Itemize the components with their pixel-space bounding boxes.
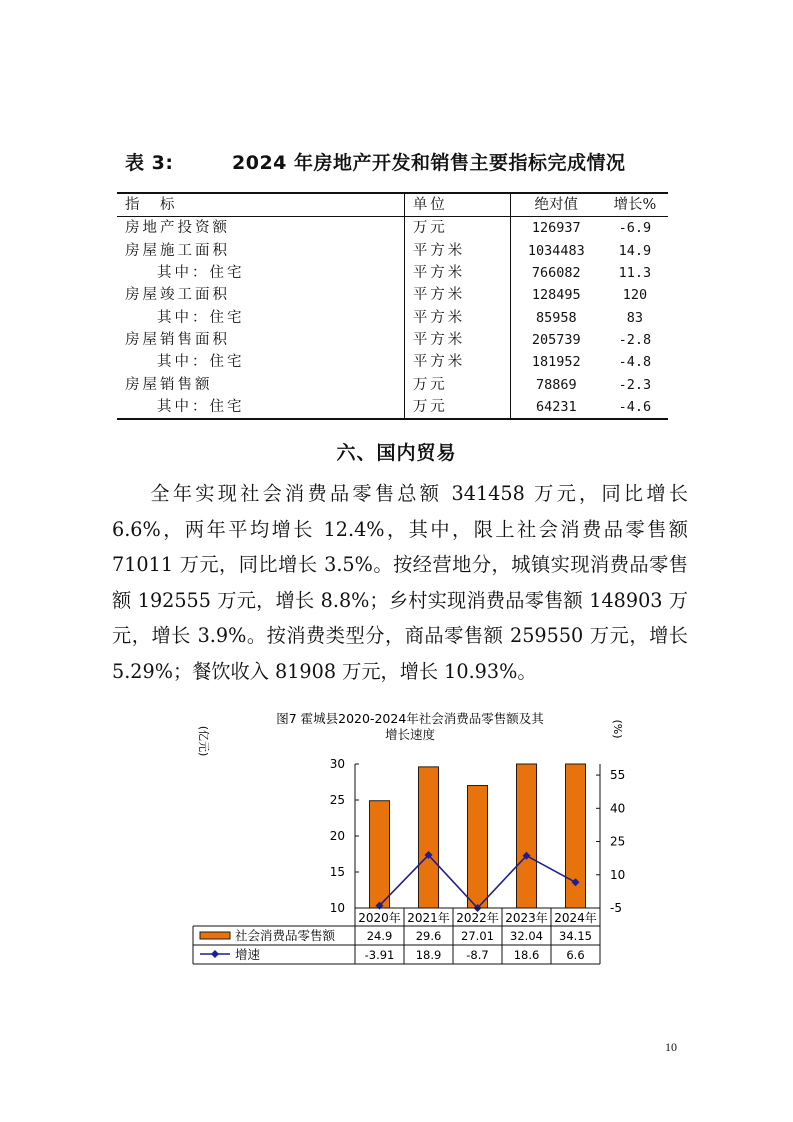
growth-value-label: 18.9 bbox=[415, 948, 442, 962]
x-tick-label: 2022年 bbox=[456, 911, 499, 925]
row-name: 房地产投资额 bbox=[125, 220, 230, 237]
row-value: 181952 bbox=[510, 351, 602, 373]
row-unit: 平方米 bbox=[404, 284, 510, 306]
table-title-text: 2024 年房地产开发和销售主要指标完成情况 bbox=[232, 152, 626, 174]
row-value: 1034483 bbox=[510, 240, 602, 262]
table-row bbox=[117, 284, 668, 306]
row-growth: -2.8 bbox=[618, 331, 652, 348]
chart-title-line2: 增长速度 bbox=[384, 727, 436, 742]
row-unit: 平方米 bbox=[404, 240, 510, 262]
row-growth: 120 bbox=[622, 287, 648, 304]
row-name: 房屋销售额 bbox=[125, 376, 213, 393]
legend-bar-label: 社会消费品零售额 bbox=[235, 928, 336, 943]
row-unit: 平方米 bbox=[404, 329, 510, 351]
y-right-tick-label: 40 bbox=[610, 801, 626, 816]
page-number: 10 bbox=[665, 1040, 677, 1054]
y-left-tick-label: 30 bbox=[329, 757, 345, 771]
y-left-tick-label: 20 bbox=[329, 829, 345, 843]
row-growth: 14.9 bbox=[618, 242, 652, 259]
table-row bbox=[117, 217, 668, 240]
row-unit: 平方米 bbox=[404, 351, 510, 373]
bar-value-label: 34.15 bbox=[559, 929, 592, 943]
legend-line-marker bbox=[211, 950, 219, 958]
chart-svg bbox=[185, 705, 635, 975]
retail-sales-chart bbox=[185, 705, 635, 975]
row-name: 其中：住宅 bbox=[157, 265, 245, 282]
row-unit: 平方米 bbox=[404, 306, 510, 328]
bar-value-label: 29.6 bbox=[415, 929, 442, 943]
table-row bbox=[117, 306, 668, 328]
row-growth: 11.3 bbox=[618, 265, 652, 282]
x-tick-label: 2021年 bbox=[407, 911, 450, 925]
legend-line-label: 增速 bbox=[235, 947, 261, 962]
y-right-tick-label: 25 bbox=[610, 834, 626, 849]
row-value: 64231 bbox=[510, 396, 602, 419]
y-right-label: (%) bbox=[611, 719, 624, 739]
bar-value-label: 27.01 bbox=[461, 929, 494, 943]
row-growth: -4.8 bbox=[618, 354, 652, 371]
growth-value-label: 18.6 bbox=[513, 948, 540, 962]
x-tick-label: 2024年 bbox=[554, 911, 597, 925]
chart-title-line1: 图7 霍城县2020-2024年社会消费品零售额及其 bbox=[276, 711, 544, 726]
row-value: 78869 bbox=[510, 373, 602, 395]
y-left-tick-label: 25 bbox=[329, 793, 345, 807]
row-name: 其中：住宅 bbox=[157, 398, 245, 415]
header-growth: 增长% bbox=[613, 197, 657, 214]
y-right-tick-label: -5 bbox=[610, 901, 622, 915]
row-value: 128495 bbox=[510, 284, 602, 306]
table-row bbox=[117, 396, 668, 419]
table-row bbox=[117, 329, 668, 351]
header-indicator: 指 标 bbox=[125, 197, 178, 214]
table-label: 表 3: bbox=[125, 152, 174, 174]
row-name: 其中：住宅 bbox=[157, 354, 245, 371]
row-growth: -2.3 bbox=[618, 376, 652, 393]
row-growth: 83 bbox=[626, 309, 644, 326]
row-name: 房屋施工面积 bbox=[125, 242, 230, 259]
y-left-tick-label: 10 bbox=[329, 901, 345, 915]
y-left-tick-label: 15 bbox=[329, 865, 345, 879]
growth-value-label: -8.7 bbox=[466, 948, 489, 962]
row-value: 85958 bbox=[510, 306, 602, 328]
section-title: 六、国内贸易 bbox=[336, 442, 457, 464]
y-right-tick-label: 55 bbox=[610, 768, 626, 783]
header-unit: 单位 bbox=[404, 193, 510, 217]
x-tick-label: 2023年 bbox=[505, 911, 548, 925]
row-unit: 万元 bbox=[404, 396, 510, 419]
table-row bbox=[117, 262, 668, 284]
y-right-tick-label: 10 bbox=[610, 867, 626, 882]
row-unit: 平方米 bbox=[404, 262, 510, 284]
row-unit: 万元 bbox=[404, 217, 510, 240]
bar-value-label: 24.9 bbox=[366, 929, 393, 943]
bar bbox=[566, 764, 586, 908]
row-unit: 万元 bbox=[404, 373, 510, 395]
growth-value-label: 6.6 bbox=[566, 948, 585, 962]
row-value: 205739 bbox=[510, 329, 602, 351]
table-row bbox=[117, 351, 668, 373]
x-tick-label: 2020年 bbox=[358, 911, 401, 925]
growth-value-label: -3.91 bbox=[364, 948, 395, 962]
body-paragraph bbox=[112, 476, 688, 689]
row-growth: -4.6 bbox=[618, 398, 652, 415]
row-value: 766082 bbox=[510, 262, 602, 284]
bar bbox=[468, 786, 488, 908]
table-row bbox=[117, 240, 668, 262]
bar bbox=[419, 767, 439, 908]
header-value: 绝对值 bbox=[510, 193, 602, 217]
y-left-label: (亿元) bbox=[197, 725, 210, 757]
row-name: 房屋竣工面积 bbox=[125, 287, 230, 304]
table-header-row bbox=[117, 193, 668, 217]
bar-value-label: 32.04 bbox=[510, 929, 543, 943]
indicators-table bbox=[117, 192, 668, 420]
row-growth: -6.9 bbox=[618, 220, 652, 237]
row-value: 126937 bbox=[510, 217, 602, 240]
bar bbox=[517, 764, 537, 908]
row-name: 房屋销售面积 bbox=[125, 331, 230, 348]
bar bbox=[370, 801, 390, 908]
paragraph-text: 全年实现社会消费品零售总额 341458 万元，同比增长 6.6%，两年平均增长 12.4%，其中，限上社会消费品零售额 71011 万元，同比增长 3.5%。按经营地分，城镇实现消费品零售额 192555 万元，增长 8.8%；乡村实现消费品零售额 148903 万元，增长 3.9%。按消费类型分，商品零售额 259550 万元，增长 5.29%；餐饮收入 81908 万元，增长 10.93%。 bbox=[112, 482, 688, 683]
table-row bbox=[117, 373, 668, 395]
legend-bar-swatch bbox=[200, 932, 230, 939]
row-name: 其中：住宅 bbox=[157, 309, 245, 326]
